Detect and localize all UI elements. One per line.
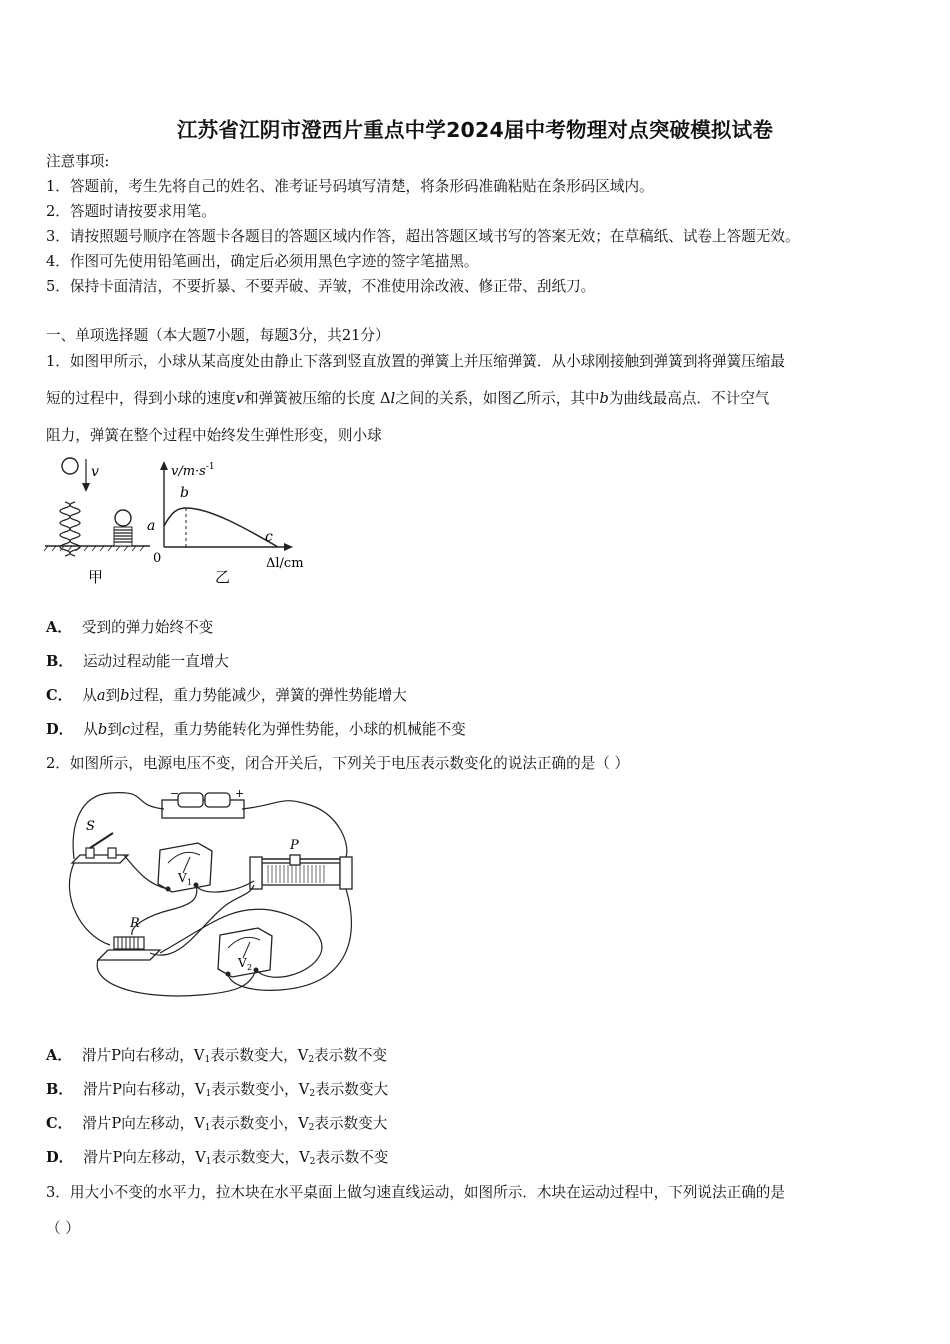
q1-option-b[interactable]: B． 运动过程动能一直增大 <box>46 653 229 670</box>
rheostat-body <box>262 863 340 885</box>
page-title: 江苏省江阴市澄西片重点中学2024届中考物理对点突破模拟试卷 <box>176 118 774 142</box>
svg-text:1: 1 <box>187 878 193 887</box>
switch-base <box>72 855 128 863</box>
battery-plus: + <box>235 787 245 800</box>
svg-text:V: V <box>238 956 247 970</box>
svg-text:V: V <box>178 871 187 885</box>
q1-stem-line3: 阻力，弹簧在整个过程中始终发生弹性形变，则小球 <box>46 427 382 444</box>
v-label: v <box>91 464 99 480</box>
notice-item: 5．保持卡面清洁，不要折暴、不要弄破、弄皱，不准使用涂改液、修正带、刮纸刀。 <box>46 278 596 295</box>
battery-cell <box>178 793 203 807</box>
origin-label: 0 <box>153 551 162 566</box>
ball-icon <box>62 458 78 474</box>
y-axis-label: $v/m\cdot s^{-1}$ <box>171 462 215 479</box>
q3-stem-line1: 3．用大小不变的水平力，拉木块在水平桌面上做匀速直线运动，如图所示．木块在运动过程中，下列说法正确的是 <box>46 1184 785 1201</box>
spring-left <box>60 502 70 556</box>
point-a-label: a <box>147 518 156 534</box>
notice-item: 4．作图可先使用铅笔画出，确定后必须用黑色字迹的签字笔描黑。 <box>46 253 479 270</box>
battery-cell <box>205 793 230 807</box>
velocity-curve <box>164 508 278 547</box>
circuit-wires <box>69 793 351 996</box>
q1-figure <box>40 456 330 591</box>
svg-text:2: 2 <box>247 963 253 972</box>
resistor-label: R <box>130 916 140 931</box>
switch-lever <box>90 833 113 848</box>
point-b-label: b <box>180 485 189 501</box>
section-heading: 一、单项选择题（本大题7小题，每题3分，共21分） <box>46 327 390 344</box>
q3-stem-line2: （ ） <box>46 1220 80 1237</box>
q2-circuit-figure <box>50 785 370 1010</box>
q1-option-d[interactable]: D． 从b到c过程，重力势能转化为弹性势能，小球的机械能不变 <box>46 721 466 738</box>
q1-option-c[interactable]: C． 从a到b过程，重力势能减少，弹簧的弹性势能增大 <box>46 687 407 704</box>
notice-heading: 注意事项: <box>46 153 110 170</box>
figure-label-jia: 甲 <box>88 568 104 586</box>
q1-option-a[interactable]: A． 受到的弹力始终不变 <box>46 619 214 636</box>
q2-stem: 2．如图所示，电源电压不变，闭合开关后，下列关于电压表示数变化的说法正确的是（ ） <box>46 755 630 772</box>
q1-stem-line1: 1．如图甲所示，小球从某高度处由静止下落到竖直放置的弹簧上并压缩弹簧．从小球刚接触到弹簧到将弹簧压缩最 <box>46 353 785 370</box>
notice-item: 3．请按照题号顺序在答题卡各题目的答题区域内作答，超出答题区域书写的答案无效；在草稿纸、试卷上答题无效。 <box>46 228 800 245</box>
notice-item: 1．答题前，考生先将自己的姓名、准考证号码填写清楚，将条形码准确粘贴在条形码区域内。 <box>46 178 654 195</box>
q2-option-b[interactable]: B． 滑片P向右移动，$V_1$表示数变小，$V_2$表示数变大 <box>46 1081 389 1099</box>
x-axis-label: Δl/cm <box>266 556 304 571</box>
switch-label: S <box>86 819 95 834</box>
figure-label-yi: 乙 <box>215 568 231 586</box>
point-c-label: c <box>265 529 273 545</box>
q2-option-d[interactable]: D． 滑片P向左移动，$V_1$表示数变大，$V_2$表示数不变 <box>46 1149 389 1167</box>
resistor-base <box>98 950 160 960</box>
rheostat-slider <box>290 855 300 865</box>
rheostat-label: P <box>290 838 299 853</box>
q2-option-a[interactable]: A． 滑片P向右移动，$V_1$表示数变大，$V_2$表示数不变 <box>46 1047 388 1065</box>
notice-item: 2．答题时请按要求用笔。 <box>46 203 216 220</box>
battery-minus: − <box>170 787 180 800</box>
ball-compressed-icon <box>115 510 131 526</box>
q2-option-c[interactable]: C． 滑片P向左移动，$V_1$表示数变小，$V_2$表示数变大 <box>46 1115 388 1133</box>
q1-stem-line2: 短的过程中，得到小球的速度v和弹簧被压缩的长度 Δl之间的关系，如图乙所示，其中b为曲线最高点．不计空气 <box>46 390 770 407</box>
